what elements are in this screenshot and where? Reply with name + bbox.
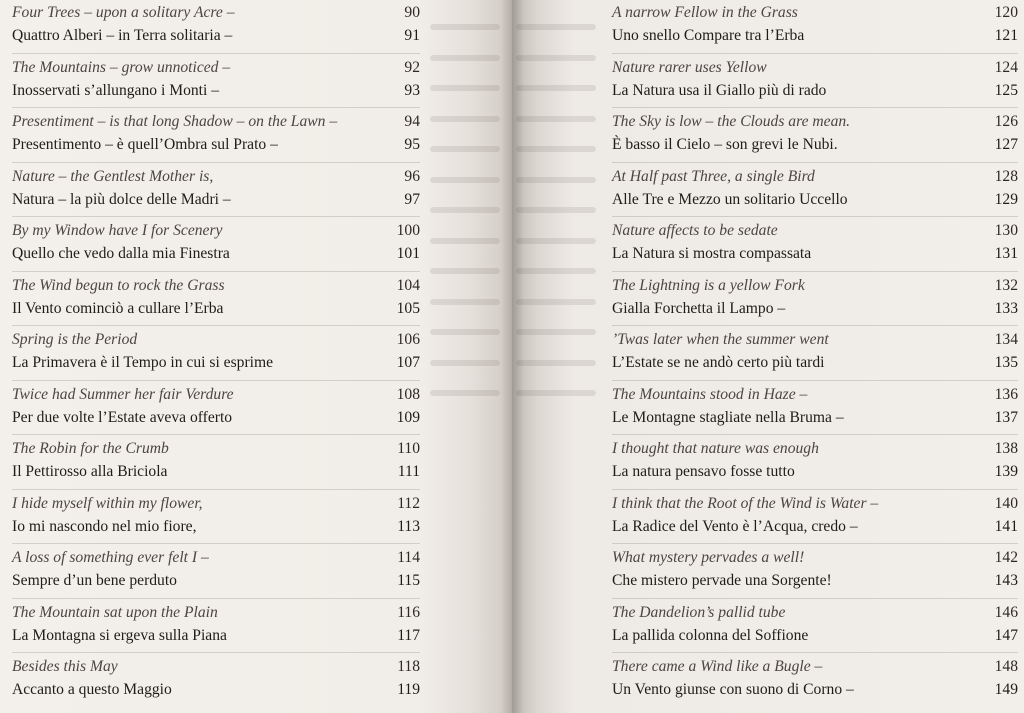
contents-entry <box>12 437 420 492</box>
italian-page-number: 109 <box>396 408 420 426</box>
italian-title: Il Pettirosso alla Briciola <box>12 463 168 480</box>
english-page-number: 118 <box>397 658 420 675</box>
italian-title: La Montagna si ergeva sulla Piana <box>12 626 227 644</box>
contents-entry <box>12 328 420 383</box>
english-page-number: 128 <box>994 167 1018 185</box>
italian-title: La natura pensavo fosse tutto <box>612 463 795 480</box>
contents-entry <box>12 546 420 601</box>
contents-entry <box>12 165 420 220</box>
english-title-line <box>612 383 1018 406</box>
italian-page-number: 129 <box>994 190 1018 208</box>
english-title-line <box>612 110 1018 133</box>
italian-title-line <box>612 678 1018 701</box>
contents-entry <box>12 383 420 438</box>
contents-entry <box>612 219 1018 274</box>
italian-title-line <box>12 297 420 320</box>
english-title-line <box>612 219 1018 242</box>
english-title: The Dandelion’s pallid tube <box>612 603 786 621</box>
italian-page-number: 113 <box>397 517 420 535</box>
english-title: The Lightning is a yellow Fork <box>612 276 805 294</box>
english-title: Spring is the Period <box>12 331 138 348</box>
english-title: Twice had Summer her fair Verdure <box>12 385 234 403</box>
english-page-number: 136 <box>994 385 1018 403</box>
contents-entry <box>12 1 420 56</box>
italian-page-number: 135 <box>994 354 1018 371</box>
italian-title-line <box>612 460 1018 483</box>
italian-title-line <box>612 133 1018 156</box>
english-page-number: 94 <box>404 113 420 130</box>
english-title-line <box>12 165 420 188</box>
english-page-number: 90 <box>404 4 420 21</box>
italian-title: Per due volte l’Estate aveva offerto <box>12 408 233 426</box>
italian-title: Accanto a questo Maggio <box>12 681 172 698</box>
italian-title-line <box>12 188 420 211</box>
english-title: At Half past Three, a single Bird <box>612 167 815 185</box>
contents-entry <box>612 655 1018 710</box>
english-title: The Mountains stood in Haze – <box>612 385 808 403</box>
italian-page-number: 121 <box>994 27 1018 44</box>
english-title-line <box>12 110 420 133</box>
english-title: Nature affects to be sedate <box>612 222 778 239</box>
english-title-line <box>12 492 420 515</box>
english-page-number: 92 <box>404 58 420 76</box>
italian-title: La Natura usa il Giallo più di rado <box>612 81 827 99</box>
contents-entry <box>612 1 1018 56</box>
contents-entry <box>612 110 1018 165</box>
italian-title-line <box>612 515 1018 538</box>
english-title: The Robin for the Crumb <box>12 440 169 457</box>
english-title: The Wind begun to rock the Grass <box>12 276 225 294</box>
italian-title: Sempre d’un bene perduto <box>12 572 177 589</box>
italian-page-number: 107 <box>396 354 420 371</box>
italian-page-number: 105 <box>396 299 420 317</box>
contents-entry <box>612 56 1018 111</box>
italian-page-number: 127 <box>994 136 1018 153</box>
english-title: Nature rarer uses Yellow <box>612 58 767 76</box>
english-title: Besides this May <box>12 658 118 675</box>
english-page-number: 148 <box>994 658 1018 675</box>
english-title-line <box>12 219 420 242</box>
italian-page-number: 119 <box>397 681 420 698</box>
contents-entry <box>12 492 420 547</box>
english-title-line <box>612 165 1018 188</box>
show-through-text <box>430 0 500 713</box>
english-title: The Sky is low – the Clouds are mean. <box>612 113 851 130</box>
english-page-number: 104 <box>396 276 420 294</box>
italian-title: Inosservati s’allungano i Monti – <box>12 81 220 99</box>
english-title: The Mountains – grow unnoticed – <box>12 58 231 76</box>
english-page-number: 100 <box>396 222 420 239</box>
english-title: What mystery pervades a well! <box>612 549 805 566</box>
italian-title-line <box>612 297 1018 320</box>
english-title-line <box>612 56 1018 79</box>
english-title: I hide myself within my flower, <box>12 494 203 512</box>
english-title-line <box>12 274 420 297</box>
italian-title: Che mistero pervade una Sorgente! <box>612 572 832 589</box>
english-page-number: 112 <box>397 494 420 512</box>
italian-title-line <box>12 406 420 429</box>
italian-title-line <box>612 569 1018 592</box>
english-title-line <box>12 437 420 460</box>
contents-entry <box>12 274 420 329</box>
english-title-line <box>12 655 420 678</box>
italian-page-number: 141 <box>994 517 1018 535</box>
english-page-number: 138 <box>994 440 1018 457</box>
italian-title-line <box>12 133 420 156</box>
italian-page-number: 147 <box>994 626 1018 644</box>
italian-page-number: 133 <box>994 299 1018 317</box>
italian-title: È basso il Cielo – son grevi le Nubi. <box>612 136 838 153</box>
english-title: Four Trees – upon a solitary Acre – <box>12 4 235 21</box>
italian-title-line <box>12 624 420 647</box>
english-title: There came a Wind like a Bugle – <box>612 658 823 675</box>
italian-title-line <box>612 351 1018 374</box>
italian-page-number: 93 <box>404 81 420 99</box>
italian-title: Un Vento giunse con suono di Corno – <box>612 681 854 698</box>
english-title: A narrow Fellow in the Grass <box>612 4 798 21</box>
english-page-number: 116 <box>397 603 420 621</box>
english-title-line <box>612 1 1018 24</box>
show-through-text <box>516 0 596 713</box>
english-title-line <box>612 546 1018 569</box>
contents-entry <box>12 655 420 710</box>
italian-title: Quello che vedo dalla mia Finestra <box>12 245 230 262</box>
italian-title: L’Estate se ne andò certo più tardi <box>612 354 825 371</box>
italian-title-line <box>12 351 420 374</box>
italian-page-number: 101 <box>396 245 420 262</box>
english-page-number: 124 <box>994 58 1018 76</box>
italian-title-line <box>12 242 420 265</box>
contents-entry <box>612 328 1018 383</box>
english-title: ’Twas later when the summer went <box>612 331 829 348</box>
italian-title-line <box>612 79 1018 102</box>
italian-page-number: 131 <box>994 245 1018 262</box>
english-title-line <box>612 328 1018 351</box>
italian-title: Alle Tre e Mezzo un solitario Uccello <box>612 190 848 208</box>
english-page-number: 132 <box>994 276 1018 294</box>
english-title-line <box>12 383 420 406</box>
right-page-contents-list <box>612 1 1018 710</box>
italian-title-line <box>12 569 420 592</box>
english-page-number: 130 <box>994 222 1018 239</box>
english-title: I thought that nature was enough <box>612 440 819 457</box>
italian-title-line <box>612 242 1018 265</box>
english-title: By my Window have I for Scenery <box>12 222 223 239</box>
english-title-line <box>12 56 420 79</box>
english-page-number: 146 <box>994 603 1018 621</box>
english-title: A loss of something ever felt I – <box>12 549 209 566</box>
italian-title-line <box>12 460 420 483</box>
contents-entry <box>12 219 420 274</box>
english-title-line <box>612 492 1018 515</box>
english-title: Nature – the Gentlest Mother is, <box>12 167 214 185</box>
italian-title: Presentimento – è quell’Ombra sul Prato – <box>12 136 278 153</box>
italian-title: Gialla Forchetta il Lampo – <box>612 299 786 317</box>
italian-page-number: 115 <box>397 572 420 589</box>
english-page-number: 96 <box>404 167 420 185</box>
italian-title: Natura – la più dolce delle Madri – <box>12 190 231 208</box>
contents-entry <box>612 383 1018 438</box>
english-page-number: 134 <box>994 331 1018 348</box>
italian-title: Il Vento cominciò a cullare l’Erba <box>12 299 224 317</box>
italian-page-number: 95 <box>404 136 420 153</box>
english-page-number: 140 <box>994 494 1018 512</box>
contents-entry <box>612 165 1018 220</box>
contents-entry <box>612 492 1018 547</box>
italian-title-line <box>12 515 420 538</box>
contents-entry <box>612 601 1018 656</box>
contents-entry <box>12 110 420 165</box>
italian-title: La pallida colonna del Soffione <box>612 626 809 644</box>
contents-entry <box>12 601 420 656</box>
italian-page-number: 91 <box>404 27 420 44</box>
contents-entry <box>612 437 1018 492</box>
left-page-contents-list <box>12 1 420 710</box>
italian-title-line <box>12 678 420 701</box>
english-title-line <box>612 437 1018 460</box>
italian-title: Le Montagne stagliate nella Bruma – <box>612 408 844 426</box>
italian-title-line <box>12 79 420 102</box>
english-title: The Mountain sat upon the Plain <box>12 603 218 621</box>
italian-title: Io mi nascondo nel mio fiore, <box>12 517 197 535</box>
english-title: Presentiment – is that long Shadow – on the Lawn – <box>12 113 338 130</box>
english-page-number: 108 <box>396 385 420 403</box>
italian-title-line <box>12 24 420 47</box>
contents-entry <box>612 274 1018 329</box>
english-page-number: 126 <box>994 113 1018 130</box>
english-title-line <box>12 601 420 624</box>
english-title-line <box>12 328 420 351</box>
english-title: I think that the Root of the Wind is Water – <box>612 494 879 512</box>
english-page-number: 110 <box>397 440 420 457</box>
italian-page-number: 137 <box>994 408 1018 426</box>
contents-entry <box>12 56 420 111</box>
right-page <box>512 0 1024 713</box>
english-page-number: 142 <box>994 549 1018 566</box>
english-page-number: 106 <box>396 331 420 348</box>
english-title-line <box>612 601 1018 624</box>
italian-title-line <box>612 406 1018 429</box>
italian-page-number: 125 <box>994 81 1018 99</box>
english-title-line <box>612 655 1018 678</box>
italian-page-number: 139 <box>994 463 1018 480</box>
italian-title: La Natura si mostra compassata <box>612 245 812 262</box>
english-page-number: 114 <box>397 549 420 566</box>
italian-title-line <box>612 188 1018 211</box>
italian-page-number: 149 <box>994 681 1018 698</box>
italian-title: Uno snello Compare tra l’Erba <box>612 27 805 44</box>
english-title-line <box>612 274 1018 297</box>
italian-title: La Primavera è il Tempo in cui si esprime <box>12 354 274 371</box>
italian-title: Quattro Alberi – in Terra solitaria – <box>12 27 233 44</box>
english-page-number: 120 <box>994 4 1018 21</box>
english-title-line <box>12 546 420 569</box>
english-title-line <box>12 1 420 24</box>
italian-page-number: 97 <box>404 190 420 208</box>
italian-title: La Radice del Vento è l’Acqua, credo – <box>612 517 858 535</box>
italian-title-line <box>612 624 1018 647</box>
italian-page-number: 143 <box>994 572 1018 589</box>
italian-page-number: 111 <box>397 463 420 480</box>
contents-entry <box>612 546 1018 601</box>
italian-page-number: 117 <box>397 626 420 644</box>
italian-title-line <box>612 24 1018 47</box>
